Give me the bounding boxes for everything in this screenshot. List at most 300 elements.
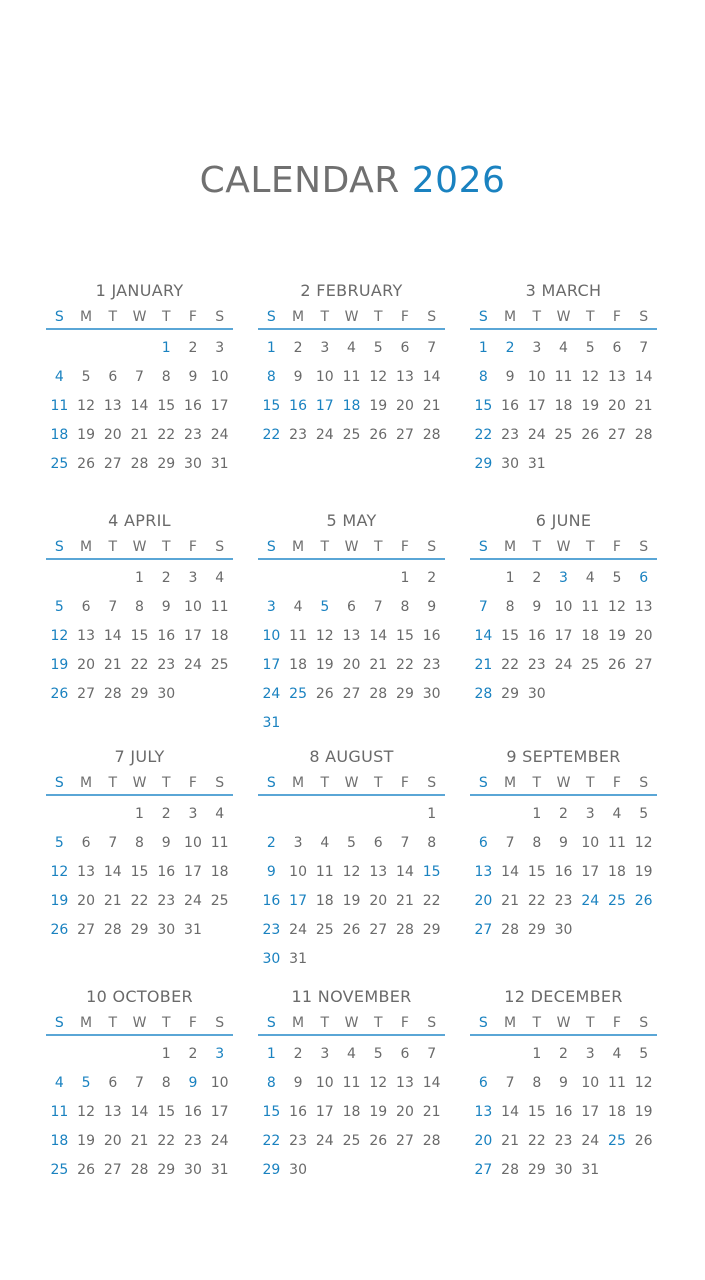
empty-day-cell xyxy=(258,564,285,593)
day-cell: 24 xyxy=(210,427,229,443)
day-cell: 29 xyxy=(157,456,176,472)
weekday-label: F xyxy=(612,309,621,325)
day-cell: 25 xyxy=(210,657,229,673)
day-cell: 13 xyxy=(103,398,122,414)
day-cell: 22 xyxy=(396,657,414,673)
day-cell: 10 xyxy=(262,628,281,644)
month-days xyxy=(470,334,657,479)
day-cell: 10 xyxy=(315,369,334,385)
month-name: 1 JANUARY xyxy=(95,281,184,300)
day-cell: 16 xyxy=(262,893,281,909)
day-cell: 21 xyxy=(103,893,122,909)
week-row xyxy=(258,1098,445,1127)
day-cell: 18 xyxy=(342,398,361,414)
week-row xyxy=(470,1098,657,1127)
weekday-label: M xyxy=(292,539,305,555)
day-cell: 11 xyxy=(342,369,361,385)
day-cell: 14 xyxy=(634,369,653,385)
day-cell: 1 xyxy=(478,340,488,356)
day-cell: 21 xyxy=(501,1133,519,1149)
day-cell: 12 xyxy=(369,1075,388,1091)
day-cell: 13 xyxy=(369,864,388,880)
day-cell: 3 xyxy=(532,340,542,356)
day-cell: 27 xyxy=(342,686,361,702)
month-block xyxy=(258,510,445,738)
day-cell: 12 xyxy=(608,599,626,615)
week-row xyxy=(470,680,657,709)
day-cell: 21 xyxy=(474,657,493,673)
empty-day-cell xyxy=(338,1156,365,1185)
weekday-label: T xyxy=(373,1015,383,1031)
day-cell: 23 xyxy=(501,427,519,443)
day-cell: 19 xyxy=(342,893,361,909)
day-cell: 27 xyxy=(77,686,95,702)
weekday-label: M xyxy=(504,539,517,555)
month-name: 7 JULY xyxy=(114,747,165,766)
day-cell: 26 xyxy=(77,456,95,472)
weekday-label: S xyxy=(54,309,64,325)
empty-day-cell xyxy=(338,945,365,974)
day-cell: 31 xyxy=(210,1162,229,1178)
day-cell: 16 xyxy=(289,1104,307,1120)
day-cell: 5 xyxy=(373,1046,383,1062)
day-cell: 30 xyxy=(184,1162,202,1178)
weekday-label: W xyxy=(132,775,147,791)
day-cell: 29 xyxy=(157,1162,176,1178)
day-cell: 21 xyxy=(103,657,122,673)
day-cell: 6 xyxy=(478,835,488,851)
day-cell: 25 xyxy=(608,1133,626,1149)
empty-day-cell xyxy=(338,709,365,738)
day-cell: 2 xyxy=(161,570,171,586)
day-cell: 12 xyxy=(77,398,95,414)
day-cell: 17 xyxy=(581,864,600,880)
day-cell: 10 xyxy=(210,1075,229,1091)
day-cell: 20 xyxy=(103,1133,122,1149)
week-row xyxy=(46,1156,233,1185)
day-cell: 22 xyxy=(527,1133,546,1149)
day-cell: 21 xyxy=(130,1133,149,1149)
day-cell: 7 xyxy=(108,835,118,851)
weekday-label: F xyxy=(612,1015,621,1031)
empty-day-cell xyxy=(73,1040,100,1069)
day-cell: 14 xyxy=(103,864,122,880)
weekday-label: T xyxy=(320,1015,330,1031)
week-row xyxy=(258,800,445,829)
week-row xyxy=(470,1040,657,1069)
day-cell: 1 xyxy=(161,1046,171,1062)
day-cell: 4 xyxy=(612,1046,622,1062)
day-cell: 17 xyxy=(262,657,281,673)
day-cell: 6 xyxy=(400,1046,410,1062)
day-cell: 17 xyxy=(210,1104,229,1120)
day-cell: 30 xyxy=(262,951,281,967)
month-name: 4 APRIL xyxy=(108,511,171,530)
day-cell: 6 xyxy=(400,340,410,356)
week-row xyxy=(470,421,657,450)
day-cell: 9 xyxy=(505,369,515,385)
title-text: CALENDAR xyxy=(199,160,400,201)
day-cell: 17 xyxy=(554,628,573,644)
empty-day-cell xyxy=(311,945,338,974)
day-cell: 29 xyxy=(130,686,149,702)
weekday-label: S xyxy=(215,775,225,791)
day-cell: 23 xyxy=(554,1133,573,1149)
week-row xyxy=(258,651,445,680)
empty-day-cell xyxy=(392,945,419,974)
day-cell: 4 xyxy=(347,340,356,356)
weekday-label: T xyxy=(161,775,171,791)
week-row xyxy=(470,450,657,479)
day-cell: 1 xyxy=(532,806,542,822)
week-row xyxy=(470,800,657,829)
day-cell: 6 xyxy=(108,369,118,385)
weekday-label: F xyxy=(400,539,409,555)
day-cell: 12 xyxy=(50,864,69,880)
day-cell: 10 xyxy=(554,599,573,615)
empty-day-cell xyxy=(497,800,524,829)
empty-day-cell xyxy=(258,800,285,829)
day-cell: 3 xyxy=(559,570,568,586)
day-cell: 4 xyxy=(347,1046,356,1062)
day-cell: 4 xyxy=(320,835,330,851)
day-cell: 24 xyxy=(184,893,202,909)
month-days xyxy=(470,564,657,709)
weekday-label: M xyxy=(292,775,305,791)
weekday-label: M xyxy=(80,1015,93,1031)
weekday-label: S xyxy=(427,775,437,791)
day-cell: 11 xyxy=(289,628,307,644)
day-cell: 7 xyxy=(135,1075,144,1091)
day-cell: 19 xyxy=(50,657,69,673)
day-cell: 26 xyxy=(634,893,653,909)
day-cell: 23 xyxy=(554,893,573,909)
day-cell: 3 xyxy=(188,806,198,822)
month-name: 8 AUGUST xyxy=(309,747,394,766)
weekday-label: T xyxy=(108,1015,118,1031)
week-row xyxy=(46,564,233,593)
empty-day-cell xyxy=(392,800,419,829)
day-cell: 18 xyxy=(342,1104,361,1120)
day-cell: 15 xyxy=(130,628,149,644)
day-cell: 30 xyxy=(184,456,202,472)
day-cell: 4 xyxy=(215,806,225,822)
weekday-label: F xyxy=(612,775,621,791)
day-cell: 10 xyxy=(581,835,600,851)
day-cell: 26 xyxy=(50,922,69,938)
week-row xyxy=(258,622,445,651)
day-cell: 17 xyxy=(581,1104,600,1120)
week-row xyxy=(470,363,657,392)
day-cell: 14 xyxy=(501,864,519,880)
weekday-label: S xyxy=(639,539,649,555)
day-cell: 21 xyxy=(634,398,653,414)
day-cell: 2 xyxy=(532,570,542,586)
day-cell: 6 xyxy=(639,570,649,586)
weekday-label: W xyxy=(132,539,147,555)
day-cell: 14 xyxy=(474,628,493,644)
week-row xyxy=(46,800,233,829)
day-cell: 25 xyxy=(581,657,600,673)
day-cell: 21 xyxy=(501,893,519,909)
weekday-label: T xyxy=(532,1015,542,1031)
day-cell: 29 xyxy=(527,1162,546,1178)
weekday-label: T xyxy=(161,309,171,325)
week-row xyxy=(470,564,657,593)
day-cell: 1 xyxy=(266,340,276,356)
weekday-label: M xyxy=(504,309,517,325)
day-cell: 19 xyxy=(77,1133,95,1149)
day-cell: 6 xyxy=(478,1075,488,1091)
day-cell: 30 xyxy=(422,686,441,702)
day-cell: 10 xyxy=(289,864,307,880)
day-cell: 15 xyxy=(527,1104,546,1120)
day-cell: 9 xyxy=(266,864,276,880)
day-cell: 7 xyxy=(505,1075,515,1091)
calendar-title xyxy=(0,160,705,201)
day-cell: 5 xyxy=(612,570,622,586)
day-cell: 21 xyxy=(422,398,441,414)
day-cell: 9 xyxy=(293,1075,303,1091)
week-row xyxy=(46,1069,233,1098)
empty-day-cell xyxy=(630,916,657,945)
day-cell: 27 xyxy=(396,1133,414,1149)
day-cell: 27 xyxy=(474,922,493,938)
day-cell: 3 xyxy=(215,340,225,356)
weekday-label: T xyxy=(320,309,330,325)
day-cell: 15 xyxy=(527,864,546,880)
week-row xyxy=(46,858,233,887)
day-cell: 13 xyxy=(634,599,653,615)
day-cell: 11 xyxy=(50,398,69,414)
empty-day-cell xyxy=(418,709,445,738)
day-cell: 13 xyxy=(77,864,95,880)
weekday-label: T xyxy=(585,1015,595,1031)
day-cell: 31 xyxy=(289,951,307,967)
empty-day-cell xyxy=(470,1040,497,1069)
day-cell: 8 xyxy=(505,599,515,615)
day-cell: 19 xyxy=(608,628,626,644)
week-row xyxy=(258,363,445,392)
weekday-label: T xyxy=(373,775,383,791)
day-cell: 19 xyxy=(369,1104,388,1120)
month-block xyxy=(470,510,657,709)
day-cell: 24 xyxy=(315,427,334,443)
week-row xyxy=(470,1127,657,1156)
week-row xyxy=(258,680,445,709)
day-cell: 16 xyxy=(527,628,546,644)
day-cell: 31 xyxy=(184,922,202,938)
day-cell: 26 xyxy=(77,1162,95,1178)
empty-day-cell xyxy=(206,916,233,945)
day-cell: 8 xyxy=(478,369,488,385)
empty-day-cell xyxy=(365,1156,392,1185)
day-cell: 27 xyxy=(634,657,653,673)
day-cell: 13 xyxy=(342,628,361,644)
day-cell: 8 xyxy=(161,1075,171,1091)
day-cell: 13 xyxy=(474,864,493,880)
week-row xyxy=(470,334,657,363)
weekday-label: W xyxy=(344,309,359,325)
day-cell: 25 xyxy=(608,893,626,909)
day-cell: 16 xyxy=(289,398,307,414)
day-cell: 29 xyxy=(527,922,546,938)
month-days xyxy=(258,564,445,738)
day-cell: 16 xyxy=(184,1104,202,1120)
weekday-label: T xyxy=(532,309,542,325)
day-cell: 28 xyxy=(474,686,493,702)
month-name: 5 MAY xyxy=(326,511,377,530)
day-cell: 26 xyxy=(342,922,361,938)
empty-day-cell xyxy=(46,334,73,363)
month-block xyxy=(258,746,445,974)
day-cell: 10 xyxy=(184,599,202,615)
day-cell: 23 xyxy=(289,1133,307,1149)
day-cell: 8 xyxy=(532,1075,542,1091)
day-cell: 10 xyxy=(184,835,202,851)
weekday-label: S xyxy=(427,1015,437,1031)
day-cell: 22 xyxy=(130,893,149,909)
day-cell: 1 xyxy=(135,806,144,822)
day-cell: 23 xyxy=(527,657,546,673)
day-cell: 28 xyxy=(130,456,149,472)
day-cell: 19 xyxy=(581,398,600,414)
day-cell: 20 xyxy=(369,893,388,909)
day-cell: 28 xyxy=(369,686,388,702)
month-block xyxy=(470,746,657,945)
day-cell: 25 xyxy=(50,456,69,472)
empty-day-cell xyxy=(604,680,631,709)
day-cell: 6 xyxy=(373,835,383,851)
day-cell: 20 xyxy=(77,657,95,673)
day-cell: 28 xyxy=(422,427,441,443)
week-row xyxy=(258,1156,445,1185)
day-cell: 26 xyxy=(608,657,626,673)
day-cell: 20 xyxy=(474,893,493,909)
day-cell: 7 xyxy=(373,599,383,615)
weekday-label: T xyxy=(320,775,330,791)
day-cell: 12 xyxy=(634,1075,653,1091)
month-block xyxy=(470,280,657,479)
week-row xyxy=(46,829,233,858)
day-cell: 5 xyxy=(373,340,383,356)
day-cell: 27 xyxy=(103,1162,122,1178)
day-cell: 1 xyxy=(532,1046,542,1062)
week-row xyxy=(470,1069,657,1098)
day-cell: 20 xyxy=(396,398,414,414)
week-row xyxy=(470,858,657,887)
day-cell: 2 xyxy=(188,340,198,356)
day-cell: 10 xyxy=(581,1075,600,1091)
empty-day-cell xyxy=(73,334,100,363)
day-cell: 20 xyxy=(77,893,95,909)
day-cell: 16 xyxy=(554,864,573,880)
day-cell: 12 xyxy=(634,835,653,851)
day-cell: 7 xyxy=(400,835,410,851)
weekday-label: S xyxy=(266,309,276,325)
empty-day-cell xyxy=(365,945,392,974)
week-row xyxy=(470,916,657,945)
empty-day-cell xyxy=(338,800,365,829)
day-cell: 7 xyxy=(135,369,144,385)
weekday-header xyxy=(470,1012,657,1036)
weekday-header xyxy=(470,306,657,330)
day-cell: 28 xyxy=(103,922,122,938)
day-cell: 11 xyxy=(608,835,626,851)
weekday-label: W xyxy=(556,539,571,555)
month-block xyxy=(470,986,657,1185)
day-cell: 10 xyxy=(315,1075,334,1091)
weekday-label: W xyxy=(132,309,147,325)
day-cell: 3 xyxy=(320,340,330,356)
day-cell: 18 xyxy=(210,864,229,880)
empty-day-cell xyxy=(126,334,153,363)
weekday-label: F xyxy=(188,309,197,325)
week-row xyxy=(470,651,657,680)
day-cell: 5 xyxy=(639,1046,649,1062)
weekday-label: M xyxy=(80,309,93,325)
day-cell: 6 xyxy=(612,340,622,356)
week-row xyxy=(258,858,445,887)
day-cell: 8 xyxy=(161,369,171,385)
day-cell: 4 xyxy=(215,570,225,586)
day-cell: 2 xyxy=(161,806,171,822)
weekday-label: T xyxy=(161,539,171,555)
weekday-header xyxy=(46,772,233,796)
day-cell: 25 xyxy=(210,893,229,909)
day-cell: 20 xyxy=(103,427,122,443)
day-cell: 27 xyxy=(369,922,388,938)
day-cell: 11 xyxy=(608,1075,626,1091)
day-cell: 26 xyxy=(581,427,600,443)
empty-day-cell xyxy=(550,680,577,709)
week-row xyxy=(46,1040,233,1069)
day-cell: 13 xyxy=(396,369,414,385)
week-row xyxy=(258,916,445,945)
day-cell: 17 xyxy=(527,398,546,414)
day-cell: 30 xyxy=(157,922,176,938)
empty-day-cell xyxy=(99,334,126,363)
empty-day-cell xyxy=(577,680,604,709)
day-cell: 18 xyxy=(608,864,626,880)
day-cell: 3 xyxy=(585,806,595,822)
day-cell: 15 xyxy=(262,398,281,414)
month-name: 9 SEPTEMBER xyxy=(506,747,621,766)
empty-day-cell xyxy=(126,1040,153,1069)
empty-day-cell xyxy=(285,709,312,738)
day-cell: 25 xyxy=(554,427,573,443)
day-cell: 4 xyxy=(293,599,303,615)
day-cell: 1 xyxy=(135,570,144,586)
day-cell: 12 xyxy=(77,1104,95,1120)
day-cell: 4 xyxy=(585,570,595,586)
day-cell: 29 xyxy=(474,456,493,472)
weekday-label: S xyxy=(215,539,225,555)
day-cell: 9 xyxy=(293,369,303,385)
empty-day-cell xyxy=(577,450,604,479)
week-row xyxy=(46,622,233,651)
day-cell: 11 xyxy=(342,1075,361,1091)
weekday-label: M xyxy=(80,775,93,791)
weekday-label: T xyxy=(532,539,542,555)
day-cell: 11 xyxy=(210,599,229,615)
weekday-label: W xyxy=(556,1015,571,1031)
day-cell: 18 xyxy=(50,1133,69,1149)
empty-day-cell xyxy=(418,1156,445,1185)
weekday-label: T xyxy=(585,309,595,325)
day-cell: 19 xyxy=(77,427,95,443)
day-cell: 9 xyxy=(532,599,542,615)
